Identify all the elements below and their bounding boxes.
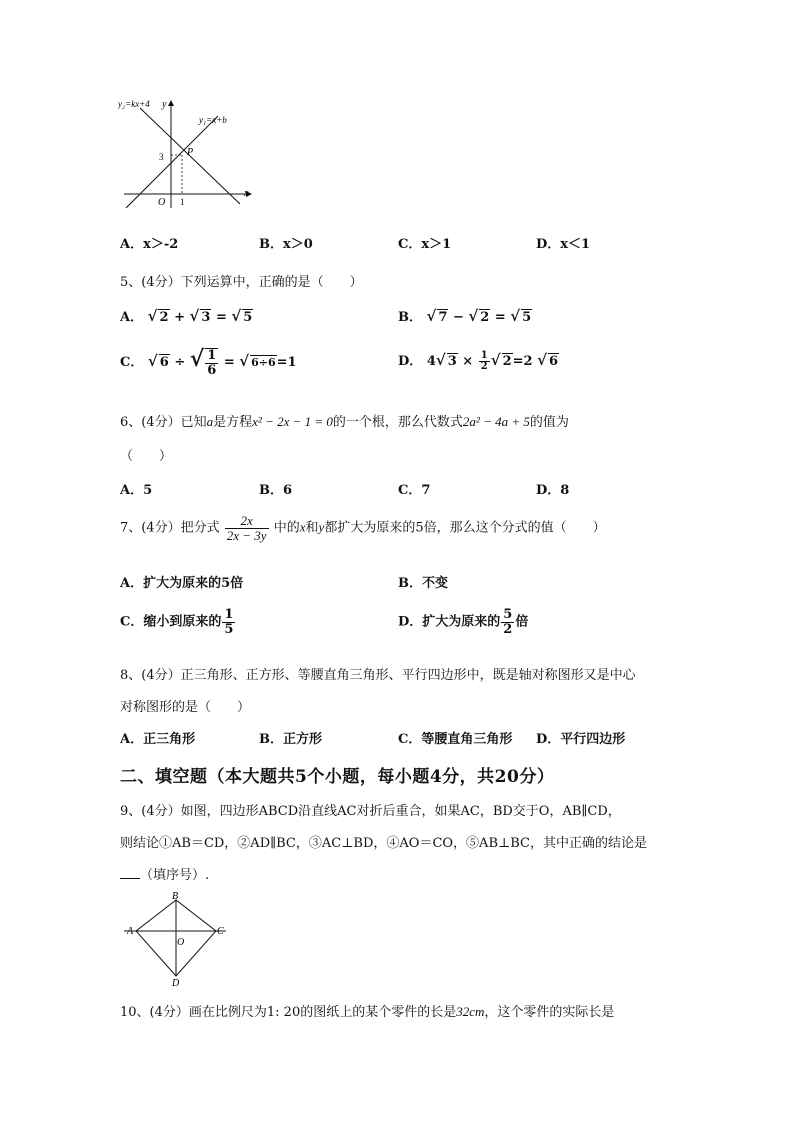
q8-option-a[interactable]: A．正三角形 [120,732,196,747]
q8-option-d[interactable]: D．平行四边形 [536,732,626,747]
y-axis-arrow [168,100,174,106]
y2-label: y₂=kx+4 [118,99,150,109]
rhombus-diagram [118,890,230,990]
q4-option-a[interactable]: A．x＞-2 [120,237,179,252]
q9-stem-line3: （填序号）. [120,864,209,883]
vertex-b-label: B [172,891,179,902]
q7-option-c[interactable]: C．缩小到原来的 $\frac{1}{5}$ [120,607,234,637]
q7-option-d[interactable]: D．扩大为原来的 $\frac{5}{2}$ 倍 [398,607,529,637]
q8-option-c[interactable]: C．等腰直角三角形 [398,732,513,747]
q6-option-d[interactable]: D．8 [536,483,570,498]
q9-stem-line2: 则结论①AB＝CD，②AD∥BC，③AC⊥BD，④AO＝CO，⑤AB⊥BC，其中正确的结论是 [120,836,647,851]
q6-option-b[interactable]: B．6 [259,483,293,498]
q5-option-c[interactable]: C． √ 6 ÷ √ $\frac{1}{6}$ = √ 6÷6=1 [120,346,297,378]
q6-stem: 6、(4分）已知a是方程x² − 2x − 1 = 0的一个根，那么代数式2a² − 4a + 5的值为 [120,414,569,430]
q6-option-a[interactable]: A．5 [120,483,153,498]
q6-option-c[interactable]: C．7 [398,483,431,498]
linear-functions-graph [118,96,258,211]
q5-stem: 5、(4分）下列运算中，正确的是（ ） [120,275,363,290]
tick-y-label: 3 [159,152,164,162]
q7-option-a[interactable]: A．扩大为原来的5倍 [120,576,244,591]
vertex-a-label: A [127,926,134,937]
q9-stem-line1: 9、(4分）如图，四边形ABCD沿直线AC对折后重合，如果AC，BD交于O，AB∥CD， [120,804,621,819]
vertex-c-label: C [217,926,224,937]
y-axis-label: y [162,99,167,110]
q5-option-b[interactable]: B． √ 7 − √ 2 = √ 5 [398,307,532,325]
tick-x-label: 1 [180,197,185,207]
center-o-label: O [177,937,185,948]
q4-option-d[interactable]: D．x＜1 [536,237,591,252]
x-axis-label: x [244,188,249,199]
q10-stem: 10、(4分）画在比例尺为1: 20的图纸上的某个零件的长是32cm，这个零件的实际长是 [120,1004,615,1020]
q8-stem-line1: 8、(4分）正三角形、正方形、等腰直角三角形、平行四边形中，既是轴对称图形又是中心 [120,668,636,683]
y1-label: y₁=x+b [199,115,227,125]
q7-stem: 7、(4分）把分式 $\frac{2x}{2x - 3y}$ 中的x和y都扩大为原来的5倍，那么这个分式的值（ ） [120,513,606,543]
section-heading: 二、填空题（本大题共5个小题，每小题4分，共20分） [120,767,555,787]
q7-option-b[interactable]: B．不变 [398,576,448,591]
q5-option-a[interactable]: A． √ 2 + √ 3 = √ 5 [120,307,253,325]
q5-option-d[interactable]: D． 4√ 3 × $\frac{1}{2}$ √ 2=2 √ 6 [398,349,558,372]
q4-option-c[interactable]: C．x＞1 [398,237,452,252]
answer-blank[interactable] [120,866,140,879]
vertex-d-label: D [172,978,180,989]
q4-option-b[interactable]: B．x＞0 [259,237,313,252]
q8-option-b[interactable]: B．正方形 [259,732,323,747]
point-p-label: P [187,147,194,158]
q6-paren: （ ） [120,449,173,464]
origin-label: O [158,197,166,208]
q8-stem-line2: 对称图形的是（ ） [120,700,251,715]
